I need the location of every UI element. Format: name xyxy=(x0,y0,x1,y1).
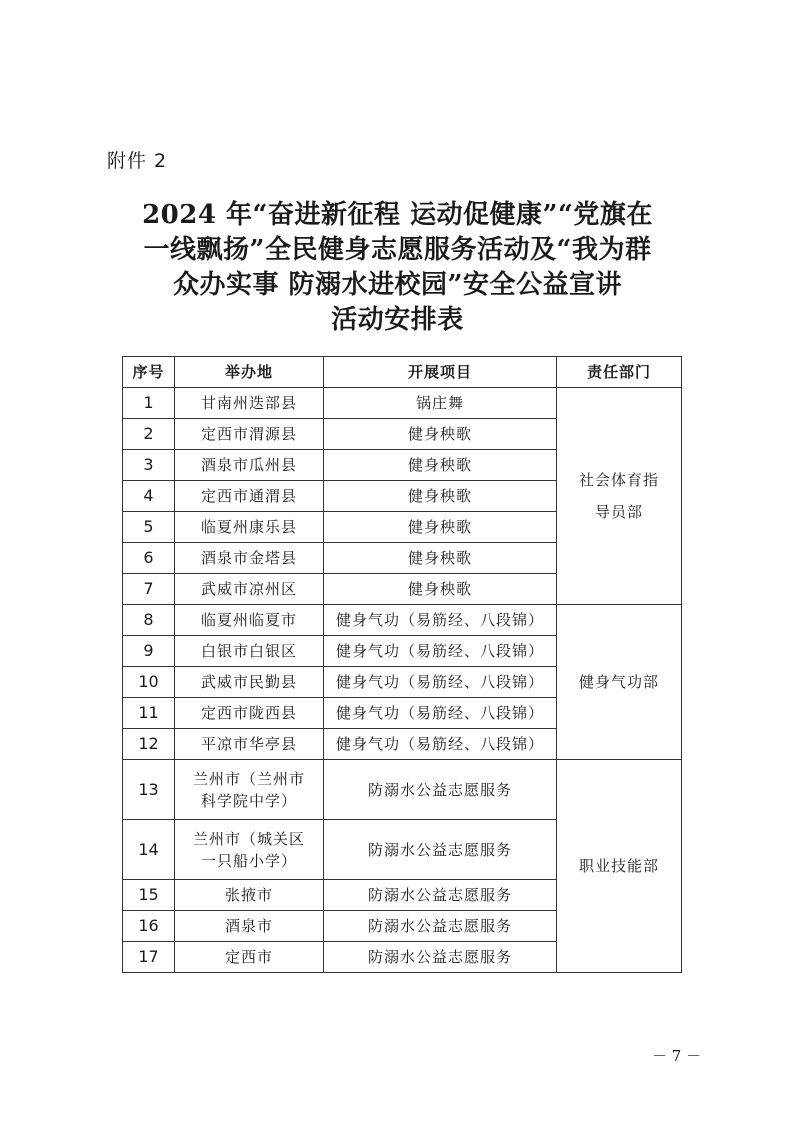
row-number: 3 xyxy=(123,450,175,481)
row-venue xyxy=(175,760,324,820)
venue-line: 兰州市（城关区 xyxy=(192,829,305,848)
row-venue: 武威市民勤县 xyxy=(175,667,324,698)
row-project: 防溺水公益志愿服务 xyxy=(324,942,557,973)
row-number: 15 xyxy=(123,880,175,911)
row-venue: 定西市通渭县 xyxy=(175,481,324,512)
row-venue xyxy=(175,820,324,880)
row-number: 10 xyxy=(123,667,175,698)
row-project: 健身气功（易筋经、八段锦） xyxy=(324,667,557,698)
table-row xyxy=(123,760,682,820)
title-line: 众办实事 防溺水进校园”安全公益宣讲 xyxy=(172,270,622,300)
row-venue: 酒泉市瓜州县 xyxy=(175,450,324,481)
attachment-label: 附件 2 xyxy=(107,150,168,172)
row-venue: 张掖市 xyxy=(175,880,324,911)
row-venue: 定西市陇西县 xyxy=(175,698,324,729)
row-venue: 武威市凉州区 xyxy=(175,574,324,605)
row-venue: 定西市 xyxy=(175,942,324,973)
row-number: 16 xyxy=(123,911,175,942)
row-venue: 酒泉市 xyxy=(175,911,324,942)
venue-line: 兰州市（兰州市 xyxy=(192,769,305,788)
page-number: － 7 － xyxy=(652,1047,702,1065)
row-number: 13 xyxy=(123,760,175,820)
row-number: 5 xyxy=(123,512,175,543)
venue-line: 科学院中学） xyxy=(200,791,297,810)
row-project: 防溺水公益志愿服务 xyxy=(324,880,557,911)
table-row xyxy=(123,605,682,636)
department-line: 社会体育指 xyxy=(578,471,659,489)
row-venue: 酒泉市金塔县 xyxy=(175,543,324,574)
header-venue: 举办地 xyxy=(175,357,324,388)
department-cell xyxy=(557,760,682,973)
venue-line: 一只船小学） xyxy=(200,851,297,870)
row-project: 防溺水公益志愿服务 xyxy=(324,911,557,942)
row-number: 6 xyxy=(123,543,175,574)
title-line: 一线飘扬”全民健身志愿服务活动及“我为群 xyxy=(143,235,652,265)
row-project: 健身秧歌 xyxy=(324,450,557,481)
row-venue: 白银市白银区 xyxy=(175,636,324,667)
row-number: 2 xyxy=(123,419,175,450)
department-line: 职业技能部 xyxy=(578,857,659,875)
row-project: 健身气功（易筋经、八段锦） xyxy=(324,729,557,760)
row-project: 健身气功（易筋经、八段锦） xyxy=(324,636,557,667)
department-cell xyxy=(557,605,682,760)
row-project: 健身秧歌 xyxy=(324,481,557,512)
department-line: 健身气功部 xyxy=(578,673,659,691)
table-row xyxy=(123,388,682,419)
row-number: 1 xyxy=(123,388,175,419)
row-venue: 临夏州临夏市 xyxy=(175,605,324,636)
row-project: 健身气功（易筋经、八段锦） xyxy=(324,698,557,729)
row-number: 17 xyxy=(123,942,175,973)
row-project: 健身气功（易筋经、八段锦） xyxy=(324,605,557,636)
row-number: 9 xyxy=(123,636,175,667)
department-line: 导员部 xyxy=(594,503,643,521)
header-number: 序号 xyxy=(123,357,175,388)
header-project: 开展项目 xyxy=(324,357,557,388)
row-project: 锅庄舞 xyxy=(324,388,557,419)
row-number: 4 xyxy=(123,481,175,512)
title-line: 活动安排表 xyxy=(331,305,464,335)
row-venue: 平凉市华亭县 xyxy=(175,729,324,760)
row-venue: 临夏州康乐县 xyxy=(175,512,324,543)
document-title xyxy=(100,198,695,338)
row-number: 8 xyxy=(123,605,175,636)
title-line: 2024 年“奋进新征程 运动促健康”“党旗在 xyxy=(142,200,653,230)
row-number: 7 xyxy=(123,574,175,605)
row-project: 健身秧歌 xyxy=(324,543,557,574)
row-project: 健身秧歌 xyxy=(324,419,557,450)
department-cell xyxy=(557,388,682,605)
row-project: 防溺水公益志愿服务 xyxy=(324,820,557,880)
row-number: 14 xyxy=(123,820,175,880)
row-number: 11 xyxy=(123,698,175,729)
row-project: 健身秧歌 xyxy=(324,512,557,543)
header-department: 责任部门 xyxy=(557,357,682,388)
row-number: 12 xyxy=(123,729,175,760)
row-venue: 甘南州迭部县 xyxy=(175,388,324,419)
row-project: 防溺水公益志愿服务 xyxy=(324,760,557,820)
row-venue: 定西市渭源县 xyxy=(175,419,324,450)
schedule-table xyxy=(122,356,682,973)
row-project: 健身秧歌 xyxy=(324,574,557,605)
table-header-row xyxy=(123,357,682,388)
